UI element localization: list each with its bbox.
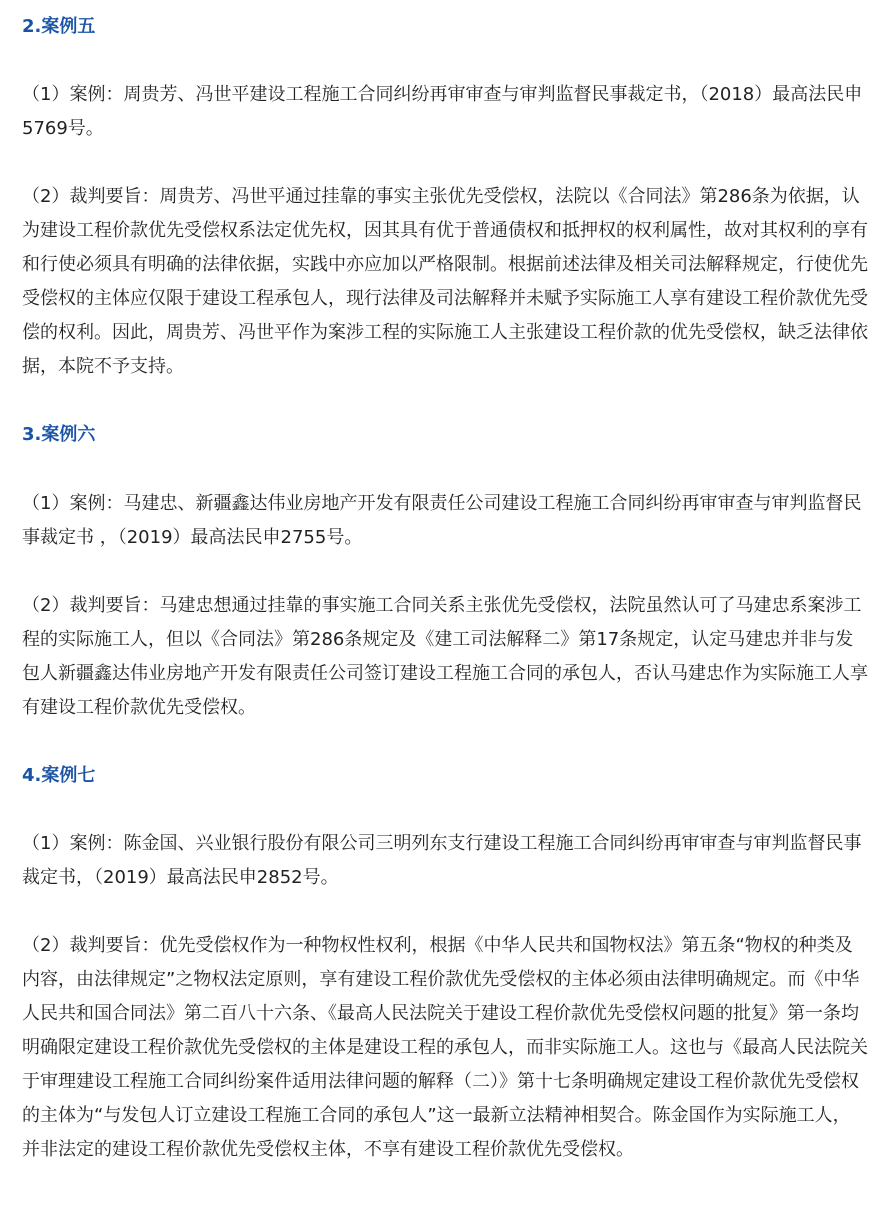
section-heading-case-6: 3.案例六 bbox=[22, 424, 96, 445]
case-5-case-paragraph: （1）案例：周贵芳、冯世平建设工程施工合同纠纷再审审查与审判监督民事裁定书，（2018）最高法民申5769号。 bbox=[22, 84, 863, 139]
case-7-case-paragraph: （1）案例：陈金国、兴业银行股份有限公司三明列东支行建设工程施工合同纠纷再审审查与审判监督民事裁定书，（2019）最高法民申2852号。 bbox=[22, 833, 862, 888]
section-heading-case-7: 4.案例七 bbox=[22, 765, 96, 786]
case-5-ruling-paragraph: （2）裁判要旨：周贵芳、冯世平通过挂靠的事实主张优先受偿权，法院以《合同法》第286条为依据，认为建设工程价款优先受偿权系法定优先权，因其具有优于普通债权和抵押权的权利属性，故对其权利的享有和行使必须具有明确的法律依据，实践中亦应加以严格限制。根据前述法律及相关司法解释规定，行使优先受偿权的主体应仅限于建设工程承包人，现行法律及司法解释并未赋予实际施工人享有建设工程价款优先受偿的权利。因此，周贵芳、冯世平作为案涉工程的实际施工人主张建设工程价款的优先受偿权，缺乏法律依据，本院不予支持。 bbox=[22, 186, 868, 377]
case-6-ruling-paragraph: （2）裁判要旨：马建忠想通过挂靠的事实施工合同关系主张优先受偿权，法院虽然认可了马建忠系案涉工程的实际施工人，但以《合同法》第286条规定及《建工司法解释二》第17条规定，认定马建忠并非与发包人新疆鑫达伟业房地产开发有限责任公司签订建设工程施工合同的承包人，否认马建忠作为实际施工人享有建设工程价款优先受偿权。 bbox=[22, 595, 868, 718]
case-6-case-paragraph: （1）案例：马建忠、新疆鑫达伟业房地产开发有限责任公司建设工程施工合同纠纷再审审查与审判监督民事裁定书 ，（2019）最高法民申2755号。 bbox=[22, 493, 862, 548]
section-heading-case-5: 2.案例五 bbox=[22, 16, 96, 37]
case-7-ruling-paragraph: （2）裁判要旨：优先受偿权作为一种物权性权利，根据《中华人民共和国物权法》第五条“物权的种类及内容，由法律规定”之物权法定原则，享有建设工程价款优先受偿权的主体必须由法律明确规定。而《中华人民共和国合同法》第二百八十六条、《最高人民法院关于建设工程价款优先受偿权问题的批复》第一条均明确限定建设工程价款优先受偿权的主体是建设工程的承包人，而非实际施工人。这也与《最高人民法院关于审理建设工程施工合同纠纷案件适用法律问题的解释（二）》第十七条明确规定建设工程价款优先受偿权的主体为“与发包人订立建设工程施工合同的承包人”这一最新立法精神相契合。陈金国作为实际施工人，并非法定的建设工程价款优先受偿权主体，不享有建设工程价款优先受偿权。 bbox=[22, 935, 868, 1160]
